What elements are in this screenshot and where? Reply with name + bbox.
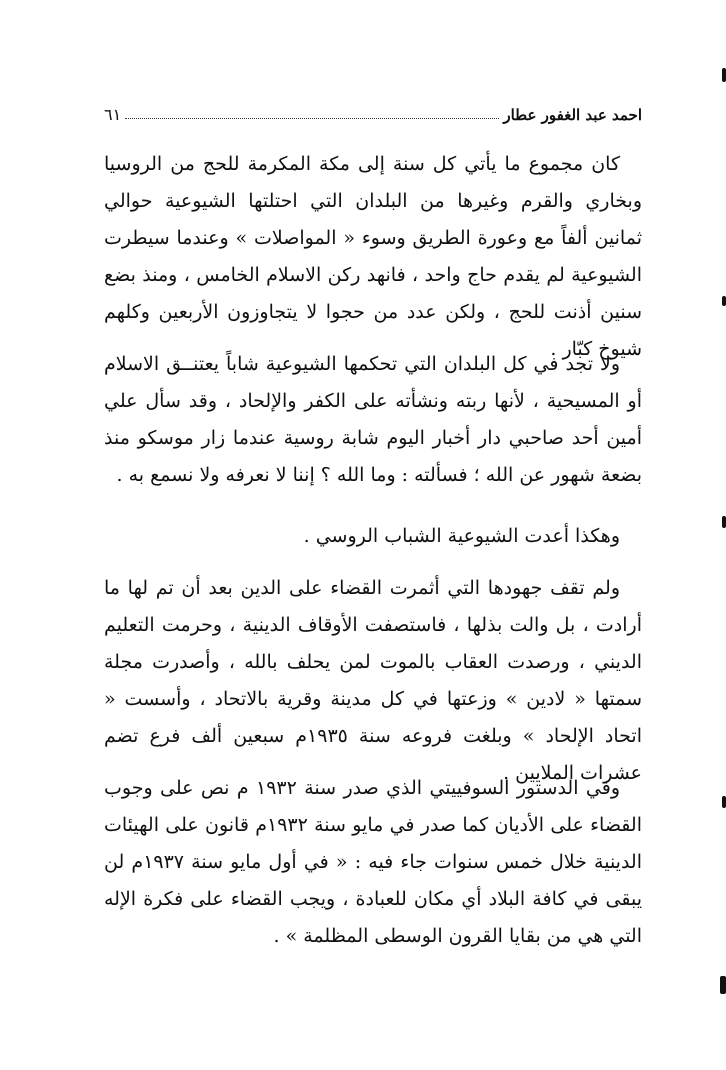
running-header bbox=[104, 98, 642, 124]
paragraph-3 bbox=[104, 518, 642, 555]
scan-edge-mark bbox=[722, 516, 726, 528]
paragraph-text: ولم تقف جهودها التي أثمرت القضاء على الدين بعد أن تم لها ما أرادت ، بل والت بذلها ، فاستصفت الأوقاف الدينية ، وحرمت التعليم الديني ، ورصدت العقاب بالموت لمن يحلف بالله ، وأصدرت مجلة سمتها « لادين » وزعتها في كل مدينة وقرية بالاتحاد ، وأسست « اتحاد الإلحاد » وبلغت فروعه سنة ١٩٣٥م سبعين ألف فرع تضم عشرات الملايين . bbox=[104, 577, 642, 784]
scan-edge-mark bbox=[720, 976, 726, 994]
scan-edge-mark bbox=[722, 796, 726, 808]
header-dotted-rule bbox=[125, 118, 499, 119]
paragraph-2 bbox=[104, 346, 642, 494]
paragraph-text: وفي الدستور السوفييتي الذي صدر سنة ١٩٣٢ م نص على وجوب القضاء على الأديان كما صدر في مايو سنة ١٩٣٢م قانون على الهيئات الدينية خلال خمس سنوات جاء فيه : « في أول مايو سنة ١٩٣٧م لن يبقى في كافة البلاد أي مكان للعبادة ، ويجب القضاء على فكرة الإله التي هي من بقايا القرون الوسطى المظلمة » . bbox=[104, 777, 643, 947]
paragraph-1 bbox=[104, 146, 642, 368]
paragraph-text: ولا تجد في كل البلدان التي تحكمها الشيوعية شاباً يعتنــق الاسلام أو المسيحية ، لأنها ربته ونشأته على الكفر والإلحاد ، وقد سأل علي أمين أحد صاحبي دار أخبار اليوم شابة روسية عندما زار موسكو منذ بضعة شهور عن الله ؛ فسألته : وما الله ؟ إننا لا نعرفه ولا نسمع به . bbox=[104, 353, 642, 486]
paragraph-4 bbox=[104, 570, 642, 792]
scan-edge-mark bbox=[722, 68, 726, 82]
header-author: احمد عبد الغفور عطار bbox=[503, 106, 642, 124]
scan-edge-mark bbox=[722, 296, 726, 306]
paragraph-text: وهكذا أعدت الشيوعية الشباب الروسي . bbox=[303, 525, 620, 547]
paragraph-text: كان مجموع ما يأتي كل سنة إلى مكة المكرمة للحج من الروسيا وبخاري والقرم وغيرها من البلدان التي احتلتها الشيوعية حوالي ثمانين ألفاً مع وعورة الطريق وسوء « المواصلات » وعندما سيطرت الشيوعية لم يقدم حاج واحد ، فانهد ركن الاسلام الخامس ، ومنذ بضع سنين أذنت للحج ، ولكن عدد من حجوا لا يتجاوزون الأربعين وكلهم شيوخ كبّار . bbox=[104, 153, 642, 360]
paragraph-5 bbox=[104, 770, 642, 955]
page-number: ٦١ bbox=[104, 105, 122, 124]
